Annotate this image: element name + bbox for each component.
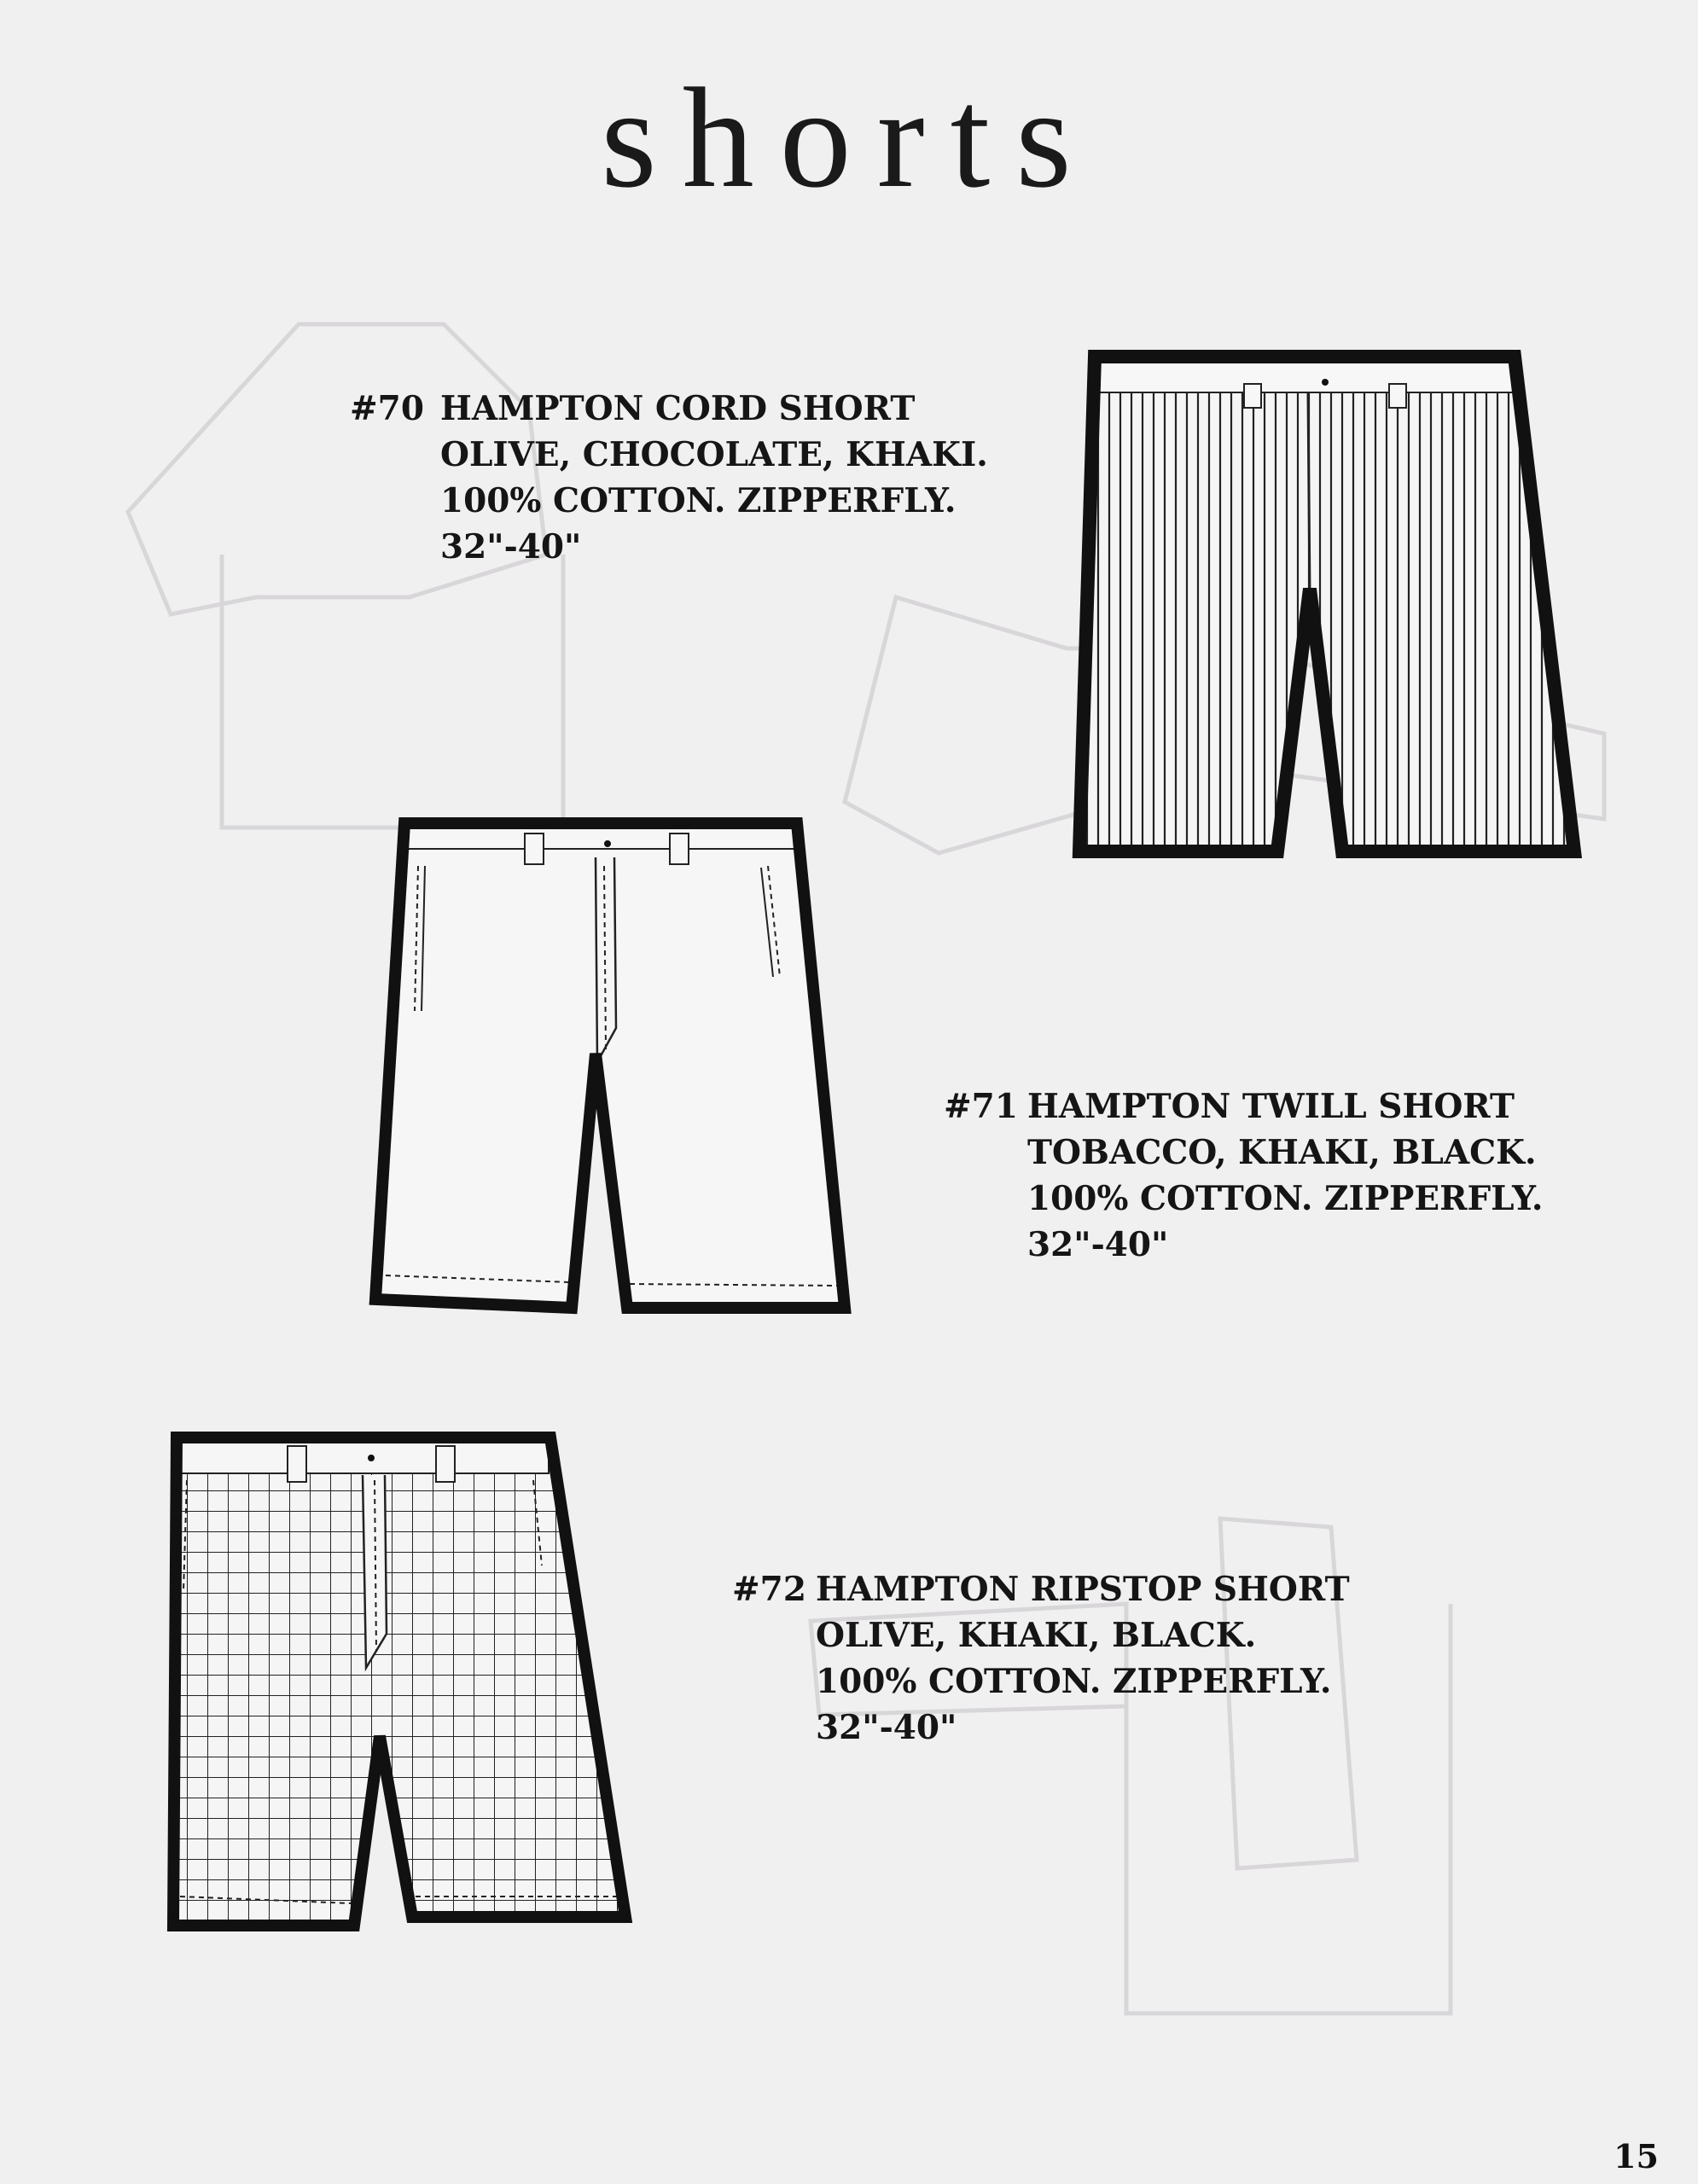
product-72-title-line: [732, 1566, 1350, 1612]
product-71-sizes: 32"-40": [1027, 1225, 1169, 1264]
page-title: shorts: [601, 59, 1097, 218]
product-72-name: HAMPTON RIPSTOP SHORT: [816, 1570, 1350, 1609]
product-72-sizes: 32"-40": [816, 1708, 957, 1747]
product-72-number: #72: [732, 1570, 806, 1609]
product-70-fabric: 100% COTTON. ZIPPERFLY.: [440, 481, 957, 520]
product-72-fabric: 100% COTTON. ZIPPERFLY.: [816, 1662, 1332, 1701]
product-70-sizes: 32"-40": [440, 527, 582, 566]
product-70-corduroy-shorts-illustration: [1071, 350, 1583, 862]
product-70-colors: OLIVE, CHOCOLATE, KHAKI.: [440, 435, 988, 474]
product-71-description: [944, 1083, 1544, 1268]
product-71-title-line: [944, 1083, 1544, 1130]
product-70-description: [350, 386, 988, 570]
product-70-title-line: [350, 386, 988, 432]
product-72-colors: OLIVE, KHAKI, BLACK.: [816, 1616, 1257, 1655]
product-70-number: #70: [350, 389, 424, 428]
product-72-ripstop-shorts-illustration: [166, 1429, 636, 1937]
product-71-colors: TOBACCO, KHAKI, BLACK.: [1027, 1133, 1537, 1172]
page-number: 15: [1614, 2137, 1659, 2175]
product-72-description: [732, 1566, 1350, 1751]
product-71-number: #71: [944, 1087, 1018, 1126]
product-71-name: HAMPTON TWILL SHORT: [1027, 1087, 1515, 1126]
product-71-twill-shorts-illustration: [367, 815, 862, 1318]
product-70-name: HAMPTON CORD SHORT: [440, 389, 916, 428]
product-71-fabric: 100% COTTON. ZIPPERFLY.: [1027, 1179, 1544, 1218]
